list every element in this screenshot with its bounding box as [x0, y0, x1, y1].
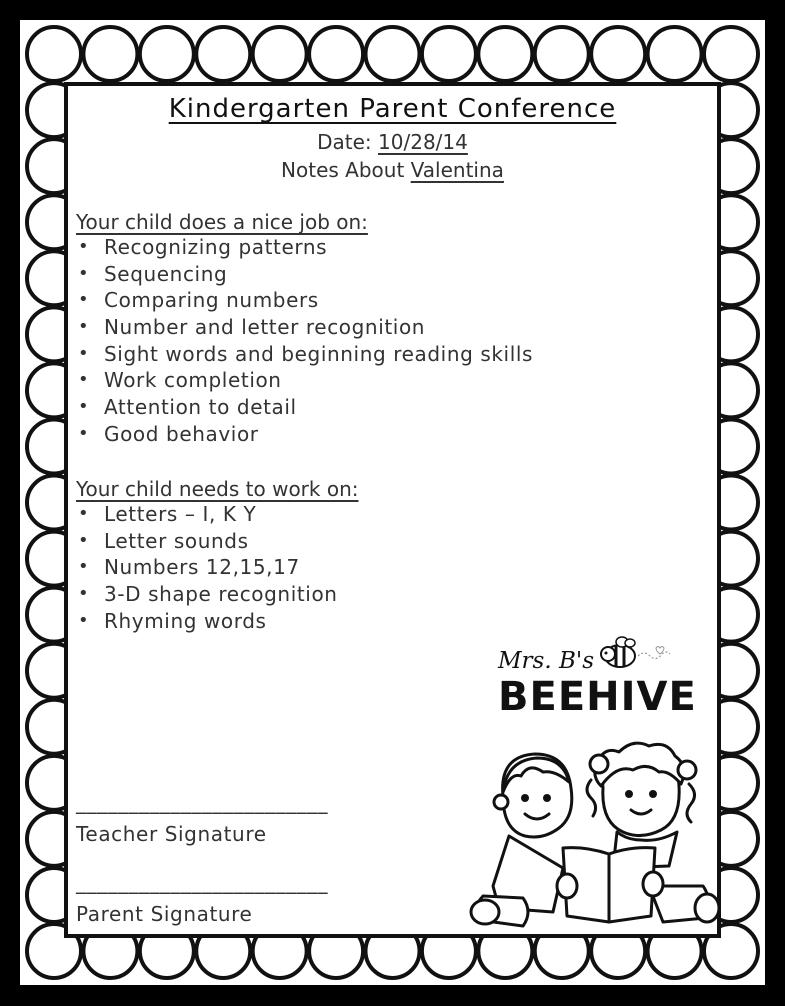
- scallop: [366, 27, 420, 81]
- notes-label: Notes About: [281, 158, 405, 182]
- teacher-signature-label: Teacher Signature: [76, 822, 267, 846]
- logo-bold-text: BEEHIVE: [498, 674, 697, 720]
- needs-list: [76, 501, 338, 634]
- list-item: • Letter sounds: [76, 528, 338, 555]
- scallop: [648, 27, 702, 81]
- list-item: • Sight words and beginning reading skills: [76, 341, 533, 368]
- scallop: [253, 27, 307, 81]
- scallop: [704, 27, 758, 81]
- scallop: [196, 27, 250, 81]
- scallop: [27, 27, 81, 81]
- beehive-logo: [498, 634, 708, 734]
- scallop: [535, 27, 589, 81]
- date-line: [68, 130, 717, 154]
- list-item: • Number and letter recognition: [76, 314, 533, 341]
- logo-script-text: Mrs. B's: [498, 648, 594, 674]
- list-item: • Numbers 12,15,17: [76, 554, 338, 581]
- scallop: [422, 27, 476, 81]
- parent-signature-line: ________________________: [76, 870, 328, 894]
- children-reading-illustration: [463, 736, 723, 936]
- teacher-signature-line: ________________________: [76, 790, 328, 814]
- scallop: [478, 27, 532, 81]
- list-item: • Work completion: [76, 367, 533, 394]
- date-value: 10/28/14: [378, 130, 468, 154]
- scallop: [591, 27, 645, 81]
- date-label: Date:: [317, 130, 372, 154]
- list-item: • Recognizing patterns: [76, 234, 533, 261]
- list-item: • Comparing numbers: [76, 287, 533, 314]
- strengths-heading: Your child does a nice job on:: [76, 210, 368, 234]
- list-item: • Sequencing: [76, 261, 533, 288]
- parent-signature-label: Parent Signature: [76, 902, 253, 926]
- scalloped-border-frame: [20, 20, 765, 985]
- list-item: • 3-D shape recognition: [76, 581, 338, 608]
- list-item: • Rhyming words: [76, 608, 338, 635]
- list-item: • Attention to detail: [76, 394, 533, 421]
- scallop: [83, 27, 137, 81]
- student-name: Valentina: [410, 158, 504, 182]
- strengths-list: [76, 234, 533, 448]
- conference-sheet: [64, 82, 721, 938]
- list-item: • Good behavior: [76, 421, 533, 448]
- list-item: • Letters – I, K Y: [76, 501, 338, 528]
- needs-heading: Your child needs to work on:: [76, 477, 359, 501]
- scallop: [140, 27, 194, 81]
- bee-icon: [594, 634, 674, 674]
- page-title: Kindergarten Parent Conference: [168, 94, 617, 124]
- scallop: [309, 27, 363, 81]
- notes-about-line: [68, 158, 717, 182]
